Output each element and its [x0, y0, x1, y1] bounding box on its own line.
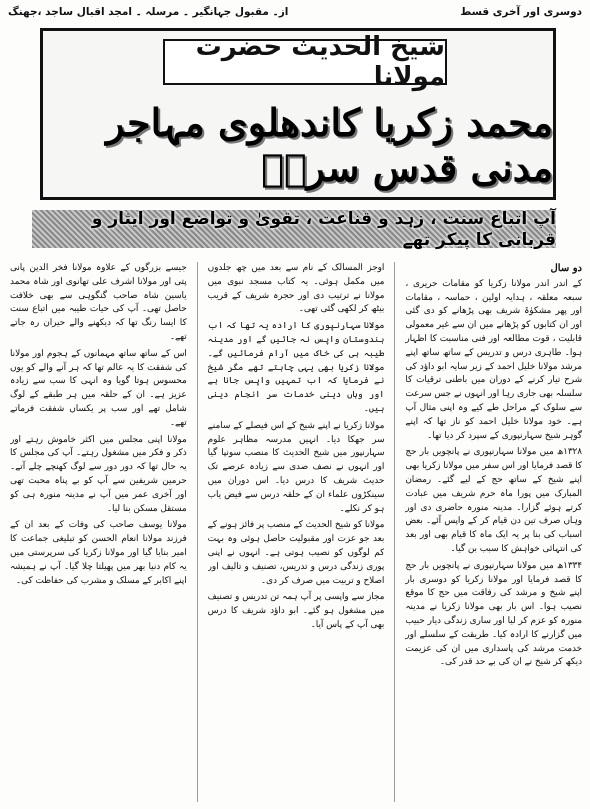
column-divider [394, 262, 395, 802]
paragraph: مولانا یوسف صاحب کی وفات کے بعد ان کے فرزند مولانا انعام الحسن کو تبلیغی جماعت کا امیر بنایا گیا اور مولانا زکریا کی سرپرستی میں یہ کام دنیا بھر میں پھیلتا چلا گیا۔ آپ نے ہمیشہ اپنے اکابر کے مسلک و مشرب کی حفاظت کی۔ [9, 520, 187, 586]
installment-label: دوسری اور آخری قسط [460, 6, 582, 18]
byline: از۔ مقبول جہانگیر ۔ مرسلہ ۔ امجد اقبال ساجد ،جھنگ [8, 6, 289, 18]
paragraph: ۱۳۲۸ھ میں مولانا سہارنپوری نے پانچویں بار حج کا قصد فرمایا اور اس سفر میں مولانا زکریا بھی اپنے شیخ کے ساتھ حج کے لیے گئے۔ رمضان المبارک میں پورا ماہ حرم شریف میں عبادت کرتے ہوئے گزارا۔ مدینہ منورہ حاضری دی اور وہاں صرف تین دن قیام کر کے واپس آئے۔ بعض اسباب کی بنا پر یہ ایک ماہ کا قیام بھی اور بعد کی انتہائی خواہش کا سبب بن گیا۔ [405, 447, 582, 554]
column-lead: دو سال [550, 263, 582, 274]
paragraph: مجاز سے واپسی پر آپ ہمہ تن تدریس و تصنیف میں مشغول ہو گئے۔ ابو داؤد شریف کا درس بھی آپ کے پاس آیا۔ [207, 592, 385, 630]
title-top-line: شیخ الحدیث حضرت مولانا [163, 39, 447, 85]
header-meta [8, 6, 582, 24]
paragraph: ۱۳۳۴ھ میں مولانا سہارنپوری نے پانچویں بار حج کا قصد فرمایا اور مولانا زکریا کو دوسری بار اپنے شیخ و مرشد کی رفاقت میں حج کا موقع نصیب ہوا۔ اس بار بھی مولانا زکریا نے مدینہ منورہ کو عزم کر لیا اور ساری زندگی دیار حبیب میں گزارنے کا ارادہ کیا۔ طریقت کے سلسلے اور خدمت مرشد کی پاسداری میں ان کی عزیمت دیکھ کر شیخ نے ان کی بے حد قدر کی۔ [405, 560, 582, 668]
title-banner [40, 28, 556, 200]
paragraph: مولانا سہارنپوری کا ارادہ یہ تھا کہ اب ہندوستان واپس نہ جائیں گے اور مدینہ طیبہ ہی کی خاک میں آرام فرمائیں گے۔ مولانا زکریا بھی یہی چاہتے تھے مگر شیخ نے فرمایا کہ اب تمہیں واپس جانا ہے اور وہاں دینی خدمات سر انجام دینی ہیں۔ [207, 321, 385, 414]
article-columns [10, 262, 582, 802]
paragraph: اس کے ساتھ ساتھ مہمانوں کے ہجوم اور مولانا کی شفقت کا یہ عالم تھا کہ ہر آنے والے کو یوں محسوس ہوتا گویا وہ انہی کا سب سے زیادہ عزیز ہے۔ ان کے حلقہ میں ہر طبقے کے لوگ شامل تھے اور سب پر یکساں شفقت فرماتے تھے۔ [9, 348, 187, 428]
column-right [405, 262, 582, 802]
paragraph: اوجز المسالک کے نام سے بعد میں چھ جلدوں میں مکمل ہوئی۔ یہ کتاب مسجد نبوی میں مولانا نے ترتیب دی اور حجرہ شریف کے قریب بیٹھ کر لکھی گئی تھی۔ [207, 263, 385, 315]
paragraph: کے اندر اندر مولانا زکریا کو مقامات حریری ، سبعہ معلقہ ، ہدایہ اولین ، حماسہ ، مقامات اور پھر مشکوٰۃ شریف بھی پڑھانے کو دی گئی اور ان کتابوں کو پڑھانے میں ان سے غیر معمولی قابلیت ، قوت مطالعہ اور فنی مناسبت کا اظہار ہوا۔ طاہری درس و تدریس کے ساتھ ساتھ اپنے مرشد مولانا خلیل احمد کے زیر سایہ ابو داؤد کی شرح تیار کرنے کے دوران میں باطنی ترقیات کا سلسلہ بھی جاری رہا اور انہوں نے جس سرعت سے سلوک کے مراحل طے کیے وہ اپنی مثال آپ ہے۔ خود مولانا خلیل احمد کو ناز تھا کہ اپنے گوہر شیخ سہارنپوری کے سپرد کر دیا تھا۔ [405, 278, 582, 441]
column-left [10, 262, 187, 802]
paragraph: مولانا زکریا نے اپنے شیخ کے اس فیصلے کے سامنے سر جھکا دیا۔ انہیں مدرسہ مظاہر علوم سہارنپور میں شیخ الحدیث کا منصب سونپا گیا اور انہوں نے نصف صدی سے زیادہ عرصے تک حدیث شریف کا درس دیا۔ اس دوران میں سینکڑوں علماء ان کے حلقہ درس سے فیض یاب ہو کر نکلے۔ [207, 420, 385, 514]
title-main-line: محمد زکریا کاندھلوی مہاجر مدنی قدس سرہٗ [106, 100, 553, 190]
paragraph: جیسے بزرگوں کے علاوہ مولانا فخر الدین پانی پتی اور مولانا اشرف علی تھانوی اور شاہ محمد یاسین شاہ صاحب گنگوہی سے بھی خلافت حاصل تھی۔ آپ کی حیات طیبہ میں اتباع سنت کا ایسا رنگ تھا کہ دیکھنے والے حیران رہ جاتے تھے۔ [9, 263, 187, 342]
paragraph: مولانا اپنی مجلس میں اکثر خاموش رہتے اور ذکر و فکر میں مشغول رہتے۔ آپ کی مجلس کا یہ حال تھا کہ دور دور سے لوگ کھنچے چلے آتے۔ حرمین شریفین سے آپ کو بے پناہ محبت تھی اور آخری عمر میں آپ نے مدینہ منورہ ہی کو مستقل مسکن بنا لیا۔ [9, 434, 187, 514]
column-divider [197, 262, 198, 802]
subtitle-strip: آپ اتباع سنت ، زہد و قناعت ، تقویٰ و تواضع اور ایثار و قربانی کا پیکر تھے [32, 210, 556, 248]
paragraph: مولانا کو شیخ الحدیث کے منصب پر فائز ہونے کے بعد جو عزت اور مقبولیت حاصل ہوئی وہ بہت کم لوگوں کو نصیب ہوتی ہے۔ انہوں نے اپنی پوری زندگی درس و تدریس، تصنیف و تالیف اور اصلاح و تربیت میں صرف کر دی۔ [207, 520, 385, 586]
column-middle [208, 262, 385, 802]
